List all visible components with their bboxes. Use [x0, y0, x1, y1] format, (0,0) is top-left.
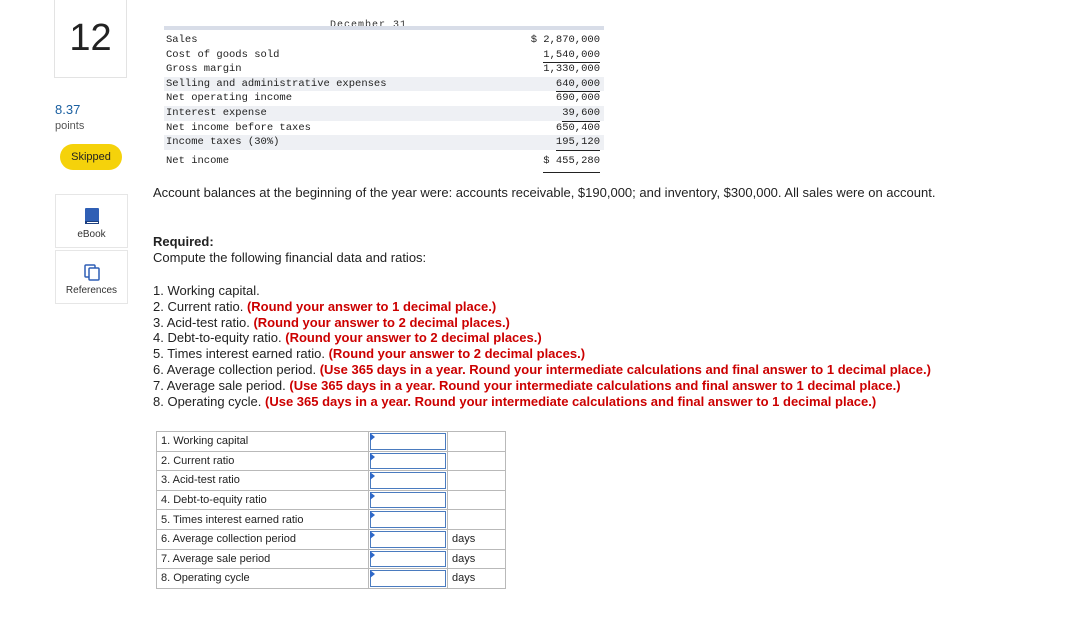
question-number: 12	[54, 0, 127, 78]
documents-icon	[83, 263, 101, 281]
references-button[interactable]	[55, 250, 128, 304]
statement-row-income-before-taxes: Net income before taxes 650,400	[166, 121, 600, 134]
statement-row-cogs: Cost of goods sold 1,540,000	[164, 48, 604, 63]
answer-label: 4. Debt-to-equity ratio	[157, 490, 369, 510]
account-balances-text: Account balances at the beginning of the year were: accounts receivable, $190,000; and inventory, $300,000. All sales were on account.	[153, 185, 936, 200]
answer-label: 5. Times interest earned ratio	[157, 510, 369, 530]
answer-row-times-interest	[157, 510, 506, 530]
answer-label: 6. Average collection period	[157, 529, 369, 549]
income-statement	[164, 33, 604, 169]
answer-unit	[448, 471, 506, 491]
answer-label: 1. Working capital	[157, 432, 369, 452]
answer-row-current-ratio	[157, 451, 506, 471]
requirement-item: 8. Operating cycle. (Use 365 days in a year. Round your intermediate calculations and final answer to 1 decimal place.)	[153, 393, 877, 409]
ebook-label: eBook	[77, 229, 106, 240]
requirement-item: 6. Average collection period. (Use 365 days in a year. Round your intermediate calculations and final answer to 1 decimal place.)	[153, 361, 931, 377]
statement-row-interest: Interest expense 39,600	[164, 106, 604, 121]
required-title: Required:	[153, 234, 214, 249]
answer-unit	[448, 451, 506, 471]
answer-unit	[448, 490, 506, 510]
statement-row-net-income: Net income $ 455,280	[164, 150, 604, 169]
answer-unit: days	[448, 549, 506, 569]
answer-unit: days	[448, 529, 506, 549]
operating-cycle-input[interactable]	[369, 569, 448, 589]
requirement-item: 3. Acid-test ratio. (Round your answer to 2 decimal places.)	[153, 314, 510, 330]
status-badge: Skipped	[60, 144, 122, 170]
references-label: References	[65, 285, 118, 296]
answer-unit	[448, 510, 506, 530]
points-label: points	[55, 120, 85, 132]
requirements-list	[153, 283, 931, 409]
book-icon	[83, 207, 101, 225]
points-value: 8.37	[55, 102, 81, 117]
requirement-item: 1. Working capital.	[153, 283, 260, 298]
debt-to-equity-input[interactable]	[369, 490, 448, 510]
answer-table	[156, 431, 506, 589]
statement-header-bar	[164, 26, 604, 30]
statement-row-operating-income: Net operating income 690,000	[166, 92, 600, 105]
statement-row-gross-margin: Gross margin 1,330,000	[166, 63, 600, 76]
required-subtitle: Compute the following financial data and ratios:	[153, 250, 427, 265]
answer-unit: days	[448, 569, 506, 589]
requirement-item: 4. Debt-to-equity ratio. (Round your answer to 2 decimal places.)	[153, 330, 542, 346]
requirement-item: 2. Current ratio. (Round your answer to 1 decimal place.)	[153, 298, 497, 314]
answer-label: 3. Acid-test ratio	[157, 471, 369, 491]
current-ratio-input[interactable]	[369, 451, 448, 471]
statement-row-income-taxes: Income taxes (30%) 195,120	[164, 135, 604, 150]
answer-label: 2. Current ratio	[157, 451, 369, 471]
answer-label: 8. Operating cycle	[157, 569, 369, 589]
answer-row-avg-collection	[157, 529, 506, 549]
answer-row-working-capital	[157, 432, 506, 452]
answer-row-avg-sale	[157, 549, 506, 569]
answer-row-acid-test	[157, 471, 506, 491]
times-interest-earned-input[interactable]	[369, 510, 448, 530]
ebook-button[interactable]	[55, 194, 128, 248]
statement-row-sga: Selling and administrative expenses 640,000	[164, 77, 604, 92]
statement-row-sales: Sales $ 2,870,000	[166, 34, 600, 46]
answer-row-operating-cycle	[157, 569, 506, 589]
working-capital-input[interactable]	[369, 432, 448, 452]
answer-label: 7. Average sale period	[157, 549, 369, 569]
requirement-item: 7. Average sale period. (Use 365 days in a year. Round your intermediate calculations and final answer to 1 decimal place.)	[153, 377, 901, 393]
average-sale-period-input[interactable]	[369, 549, 448, 569]
requirement-item: 5. Times interest earned ratio. (Round your answer to 2 decimal places.)	[153, 346, 586, 362]
answer-row-debt-to-equity	[157, 490, 506, 510]
average-collection-period-input[interactable]	[369, 529, 448, 549]
acid-test-ratio-input[interactable]	[369, 471, 448, 491]
answer-unit	[448, 432, 506, 452]
